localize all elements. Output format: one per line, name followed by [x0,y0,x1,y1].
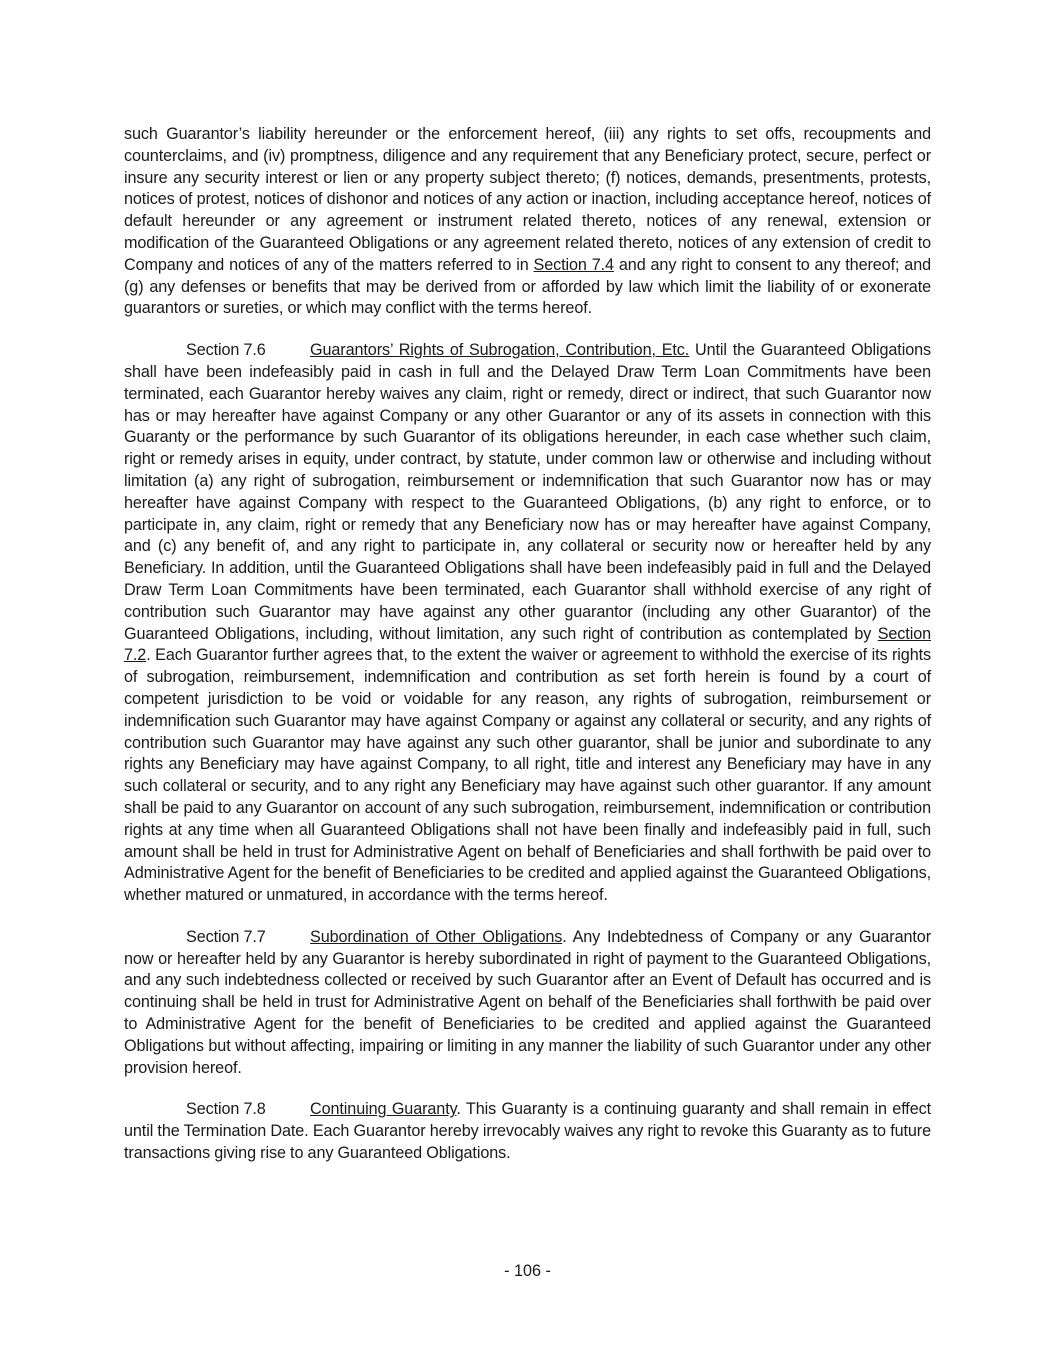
page-number: - 106 - [504,1262,551,1280]
intro-paragraph [124,124,931,320]
section-7-4-reference: Section 7.4 [533,255,614,274]
section-7-8-text: . This Guaranty is a continuing guaranty and shall remain in effect until the Termination Date. Each Guarantor hereby irrevocably waives any right to revoke this Guaranty as to future transactions giving rise to any Guaranteed Obligations. [124,1100,931,1163]
section-7-7-number: Section 7.7 [186,927,266,946]
section-7-7-paragraph [124,927,931,1080]
section-7-8-number: Section 7.8 [186,1100,266,1119]
section-7-6-heading: Guarantors’ Rights of Subrogation, Contribution, Etc. [310,341,690,360]
document-page [124,124,931,1185]
section-7-7-text: . Any Indebtedness of Company or any Guarantor now or hereafter held by any Guarantor is hereby subordinated in right of payment to the Guaranteed Obligations, and any such indebtedness collected or received by such Guarantor after an Event of Default has occurred and is continuing shall be held in trust for Administrative Agent on behalf of the Beneficiaries shall forthwith be paid over to Administrative Agent for the benefit of Beneficiaries to be credited and applied against the Guaranteed Obligations but without affecting, impairing or limiting in any manner the liability of such Guarantor under any other provision hereof. [124,927,931,1077]
section-7-6-number: Section 7.6 [186,341,266,360]
section-7-8-paragraph [124,1099,931,1164]
intro-text-a: such Guarantor’s liability hereunder or the enforcement hereof, (iii) any rights to set offs, recoupments and counterclaims, and (iv) promptness, diligence and any requirement that any Beneficiary protect, secure, perfect or insure any security interest or lien or any property subject thereto; (f) notices, demands, presentments, protests, notices of protest, notices of dishonor and notices of any action or inaction, including acceptance hereof, notices of default hereunder or any agreement or instrument related thereto, notices of any renewal, extension or modification of the Guaranteed Obligations or any agreement related thereto, notices of any extension of credit to Company and notices of any of the matters referred to in [124,125,931,274]
section-7-2-reference: Section 7.2 [124,624,931,665]
intro-text-b: and any right to consent to any thereof; and (g) any defenses or benefits that may be derived from or afforded by law which limit the liability of or exonerate guarantors or sureties, or which may conflict with the terms hereof. [124,255,932,318]
section-7-7-heading: Subordination of Other Obligations [310,927,563,946]
section-7-6-paragraph [124,340,931,907]
section-7-8-heading: Continuing Guaranty [310,1100,457,1119]
section-7-6-text-b: . Each Guarantor further agrees that, to the extent the waiver or agreement to withhold the exercise of its rights of subrogation, reimbursement, indemnification and contribution as set forth herein is found by a court of competent jurisdiction to be void or voidable for any reason, any rights of subrogation, reimbursement or indemnification such Guarantor may have against Company or against any collateral or security, and any rights of contribution such Guarantor may have against any such other guarantor, shall be junior and subordinate to any rights any Beneficiary may have against Company, to all right, title and interest any Beneficiary may have in any such collateral or security, and to any right any Beneficiary may have against such other guarantor. If any amount shall be paid to any Guarantor on account of any such subrogation, reimbursement, indemnification or contribution rights at any time when all Guaranteed Obligations shall not have been finally and indefeasibly paid in full, such amount shall be held in trust for Administrative Agent on behalf of Beneficiaries and shall forthwith be paid over to Administrative Agent for the benefit of Beneficiaries to be credited and applied against the Guaranteed Obligations, whether matured or unmatured, in accordance with the terms hereof. [124,646,931,905]
section-7-6-text-a: Until the Guaranteed Obligations shall have been indefeasibly paid in cash in full and the Delayed Draw Term Loan Commitments have been terminated, each Guarantor hereby waives any claim, right or remedy, direct or indirect, that such Guarantor now has or may hereafter have against Company or any other Guarantor or any of its assets in connection with this Guaranty or the performance by such Guarantor of its obligations hereunder, in each case whether such claim, right or remedy arises in equity, under contract, by statute, under common law or otherwise and including without limitation (a) any right of subrogation, reimbursement or indemnification that such Guarantor now has or may hereafter have against Company with respect to the Guaranteed Obligations, (b) any right to enforce, or to participate in, any claim, right or remedy that any Beneficiary now has or may hereafter have against Company, and (c) any benefit of, and any right to participate in, any collateral or security now or hereafter held by any Beneficiary. In addition, until the Guaranteed Obligations shall have been indefeasibly paid in full and the Delayed Draw Term Loan Commitments have been terminated, each Guarantor shall withhold exercise of any right of contribution such Guarantor may have against any other guarantor (including any other Guarantor) of the Guaranteed Obligations, including, without limitation, any such right of contribution as contemplated by [124,341,931,643]
